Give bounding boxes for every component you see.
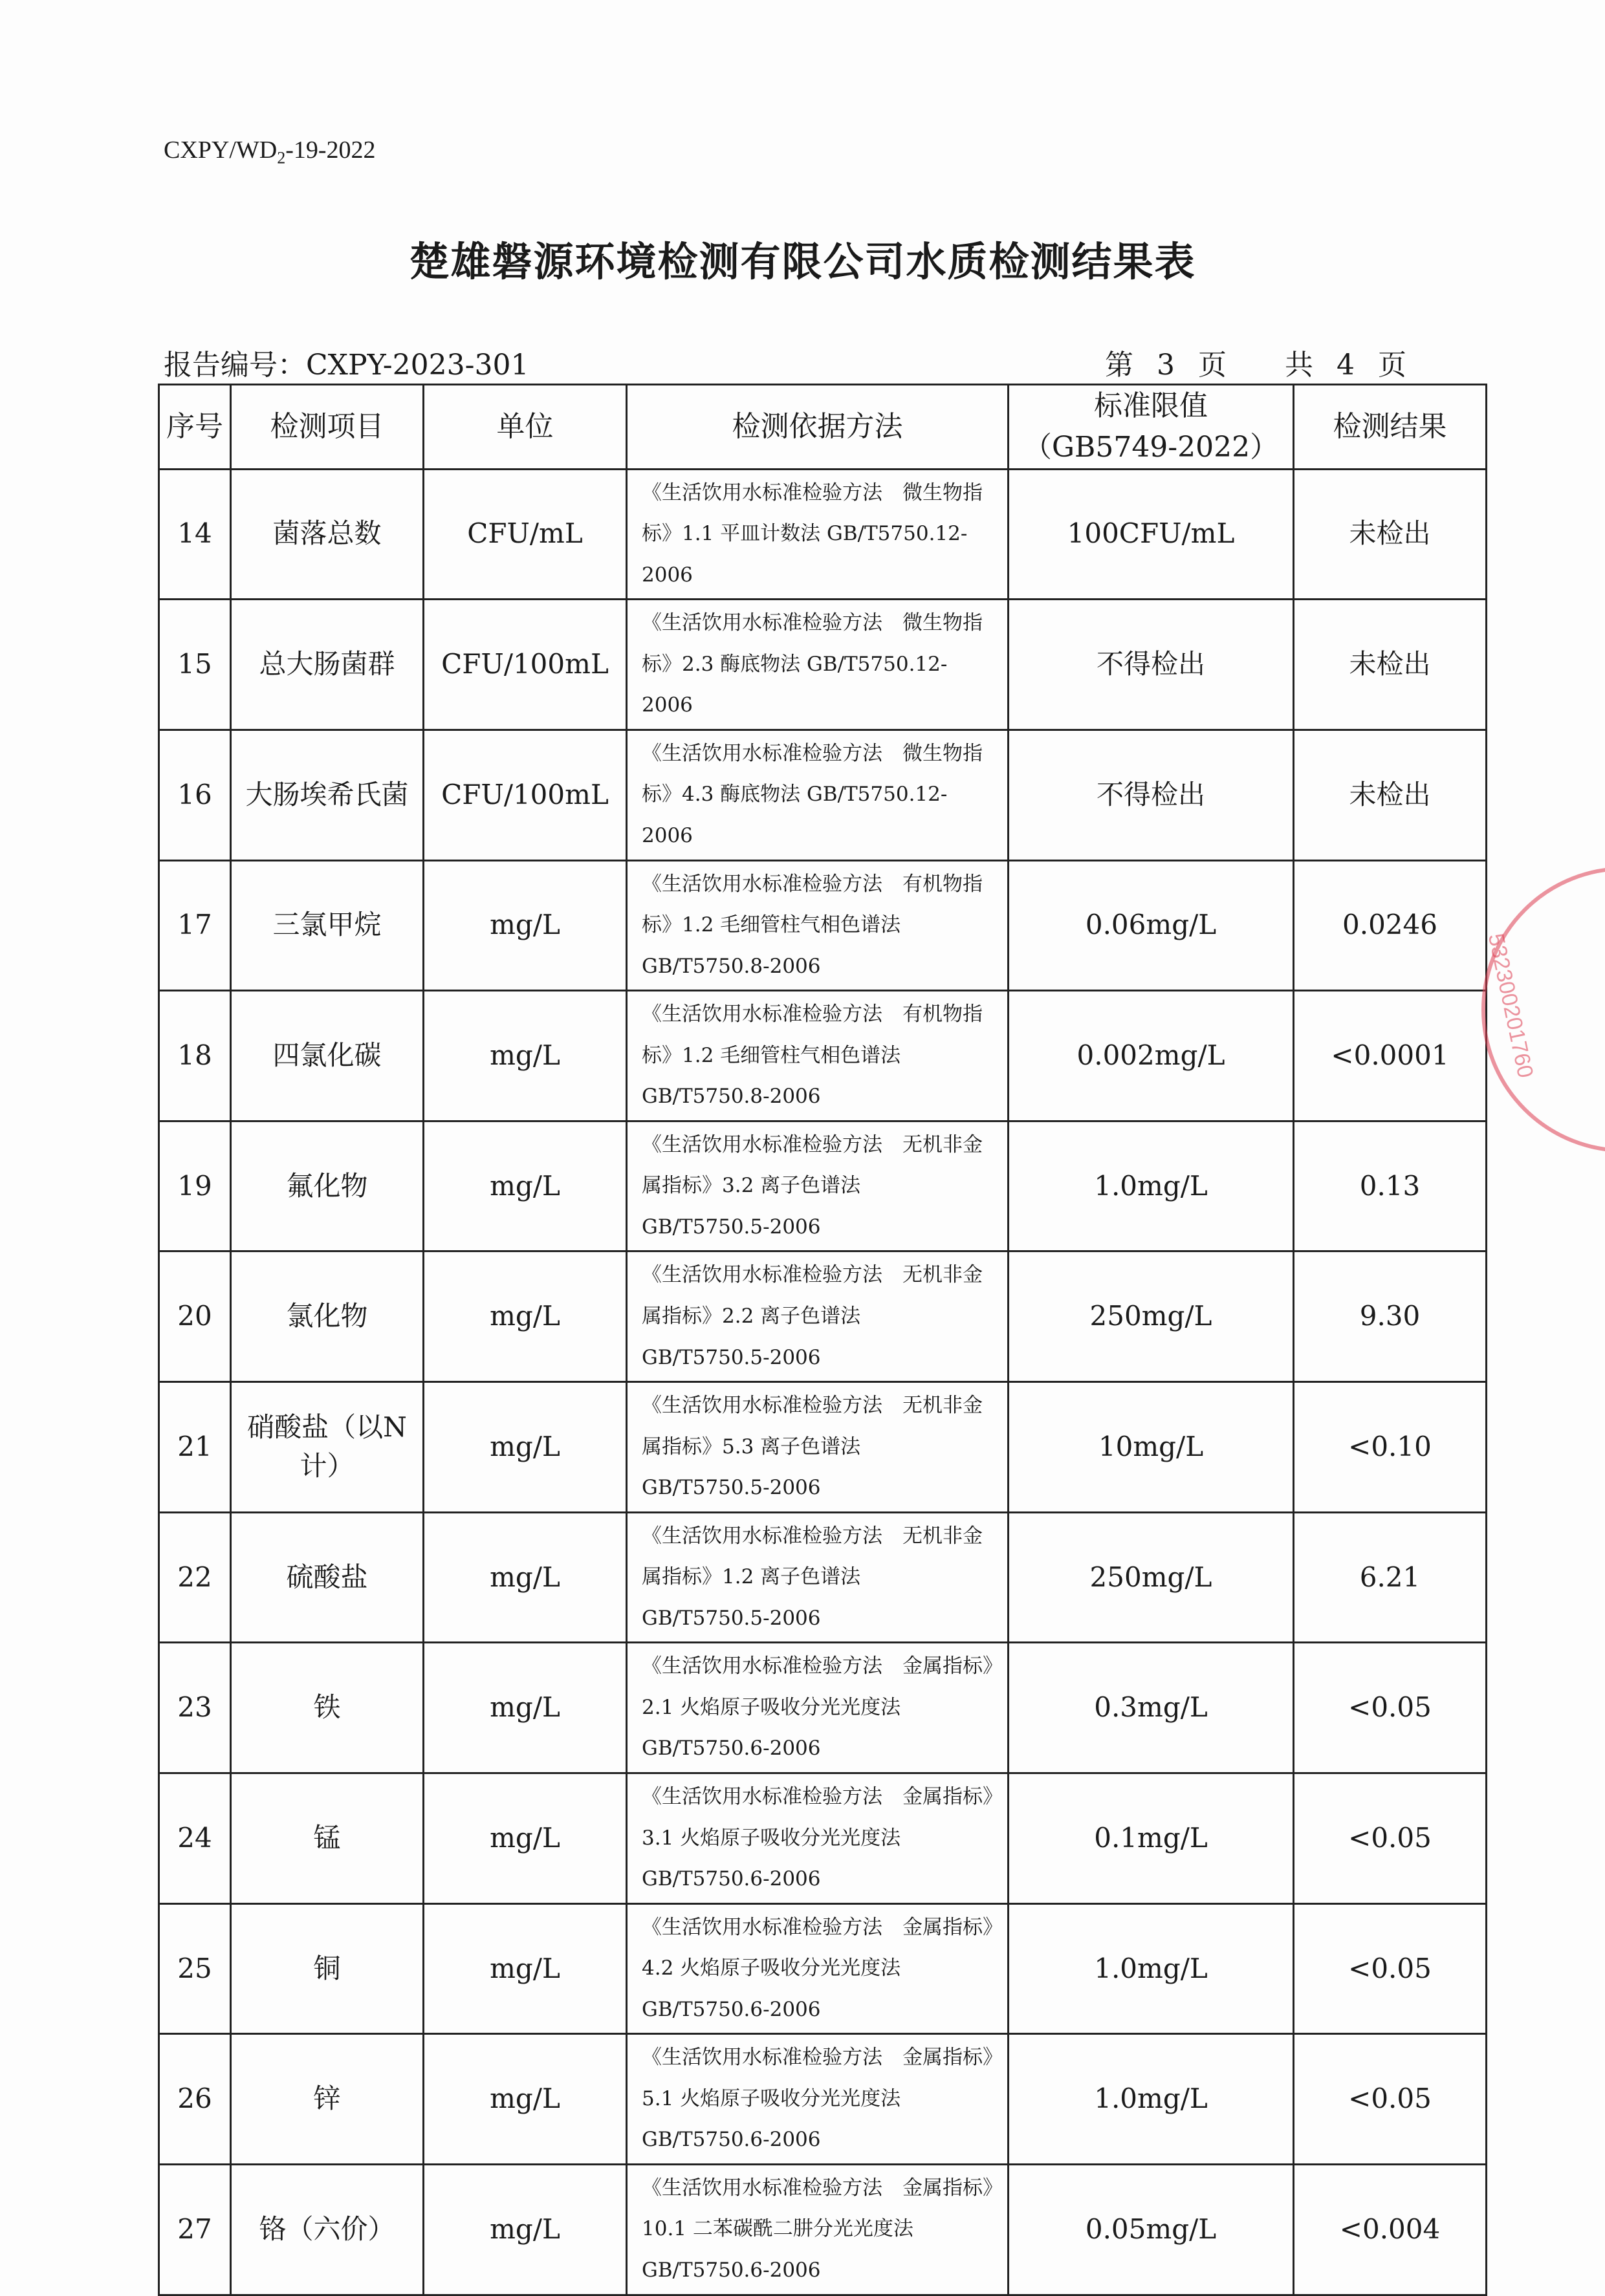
row-result: <0.0001: [1294, 991, 1487, 1121]
table-row: [159, 1512, 1487, 1643]
row-unit: CFU/100mL: [424, 600, 627, 730]
row-result: 0.0246: [1294, 860, 1487, 991]
table-row: [159, 860, 1487, 991]
row-unit: mg/L: [424, 991, 627, 1121]
row-result: <0.004: [1294, 2164, 1487, 2295]
row-method: 《生活饮用水标准检验方法 金属指标》10.1 二苯碳酰二肼分光光度法 GB/T5750.6-2006: [627, 2164, 1009, 2295]
row-item: 菌落总数: [231, 469, 424, 600]
row-result: 未检出: [1294, 600, 1487, 730]
row-item: 三氯甲烷: [231, 860, 424, 991]
row-item: 铁: [231, 1643, 424, 1773]
results-table: [158, 384, 1487, 2296]
header-unit: 单位: [424, 385, 627, 470]
row-limit: 0.3mg/L: [1009, 1643, 1294, 1773]
row-item: 四氯化碳: [231, 991, 424, 1121]
row-method: 《生活饮用水标准检验方法 无机非金属指标》2.2 离子色谱法 GB/T5750.5-2006: [627, 1251, 1009, 1382]
table-row: [159, 1773, 1487, 1904]
row-no: 22: [159, 1512, 231, 1643]
table-row: [159, 1121, 1487, 1251]
row-item: 氟化物: [231, 1121, 424, 1251]
row-method: 《生活饮用水标准检验方法 无机非金属指标》1.2 离子色谱法 GB/T5750.5-2006: [627, 1512, 1009, 1643]
row-item: 大肠埃希氏菌: [231, 730, 424, 860]
row-no: 15: [159, 600, 231, 730]
row-result: 未检出: [1294, 730, 1487, 860]
row-limit: 0.06mg/L: [1009, 860, 1294, 991]
row-unit: mg/L: [424, 2034, 627, 2165]
row-limit: 1.0mg/L: [1009, 2034, 1294, 2165]
table-header-row: [159, 385, 1487, 470]
table-row: [159, 1903, 1487, 2034]
row-result: 0.13: [1294, 1121, 1487, 1251]
row-result: <0.05: [1294, 2034, 1487, 2165]
row-unit: mg/L: [424, 1512, 627, 1643]
row-no: 18: [159, 991, 231, 1121]
row-method: 《生活饮用水标准检验方法 微生物指标》4.3 酶底物法 GB/T5750.12-2006: [627, 730, 1009, 860]
row-unit: mg/L: [424, 1643, 627, 1773]
row-unit: mg/L: [424, 860, 627, 991]
row-limit: 250mg/L: [1009, 1512, 1294, 1643]
row-method: 《生活饮用水标准检验方法 金属指标》4.2 火焰原子吸收分光光度法 GB/T5750.6-2006: [627, 1903, 1009, 2034]
header-item: 检测项目: [231, 385, 424, 470]
row-no: 24: [159, 1773, 231, 1904]
row-result: 9.30: [1294, 1251, 1487, 1382]
table-row: [159, 730, 1487, 860]
table-row: [159, 469, 1487, 600]
row-result: <0.05: [1294, 1643, 1487, 1773]
row-no: 17: [159, 860, 231, 991]
row-unit: mg/L: [424, 1773, 627, 1904]
row-method: 《生活饮用水标准检验方法 金属指标》5.1 火焰原子吸收分光光度法 GB/T5750.6-2006: [627, 2034, 1009, 2165]
page-title: 楚雄磐源环境检测有限公司水质检测结果表: [409, 238, 1196, 285]
row-result: <0.05: [1294, 1773, 1487, 1904]
row-unit: mg/L: [424, 1251, 627, 1382]
header-limit: 标准限值 （GB5749-2022）: [1009, 385, 1294, 470]
row-unit: mg/L: [424, 1382, 627, 1513]
report-number: 报告编号：CXPY-2023-301: [164, 349, 529, 382]
row-method: 《生活饮用水标准检验方法 微生物指标》2.3 酶底物法 GB/T5750.12-2006: [627, 600, 1009, 730]
row-limit: 不得检出: [1009, 730, 1294, 860]
row-method: 《生活饮用水标准检验方法 金属指标》2.1 火焰原子吸收分光光度法 GB/T5750.6-2006: [627, 1643, 1009, 1773]
row-no: 16: [159, 730, 231, 860]
row-limit: 10mg/L: [1009, 1382, 1294, 1513]
row-limit: 0.1mg/L: [1009, 1773, 1294, 1904]
row-result: 未检出: [1294, 469, 1487, 600]
page-indicator: 第 3 页 共 4 页: [1105, 349, 1406, 382]
row-limit: 0.05mg/L: [1009, 2164, 1294, 2295]
row-item: 总大肠菌群: [231, 600, 424, 730]
row-item: 锰: [231, 1773, 424, 1904]
row-unit: mg/L: [424, 1121, 627, 1251]
row-item: 硫酸盐: [231, 1512, 424, 1643]
row-no: 27: [159, 2164, 231, 2295]
row-result: 6.21: [1294, 1512, 1487, 1643]
seal-text: 532300201760: [1483, 931, 1538, 1080]
row-method: 《生活饮用水标准检验方法 有机物指标》1.2 毛细管柱气相色谱法 GB/T5750.8-2006: [627, 991, 1009, 1121]
row-limit: 1.0mg/L: [1009, 1121, 1294, 1251]
row-item: 硝酸盐（以N计）: [231, 1382, 424, 1513]
row-method: 《生活饮用水标准检验方法 无机非金属指标》5.3 离子色谱法 GB/T5750.5-2006: [627, 1382, 1009, 1513]
row-no: 21: [159, 1382, 231, 1513]
row-result: <0.10: [1294, 1382, 1487, 1513]
row-item: 氯化物: [231, 1251, 424, 1382]
row-no: 14: [159, 469, 231, 600]
header-no: 序号: [159, 385, 231, 470]
table-row: [159, 1382, 1487, 1513]
table-row: [159, 600, 1487, 730]
row-no: 23: [159, 1643, 231, 1773]
row-method: 《生活饮用水标准检验方法 金属指标》3.1 火焰原子吸收分光光度法 GB/T5750.6-2006: [627, 1773, 1009, 1904]
row-unit: CFU/100mL: [424, 730, 627, 860]
row-no: 20: [159, 1251, 231, 1382]
table-row: [159, 1251, 1487, 1382]
row-no: 26: [159, 2034, 231, 2165]
row-item: 铜: [231, 1903, 424, 2034]
row-no: 19: [159, 1121, 231, 1251]
row-unit: mg/L: [424, 2164, 627, 2295]
row-item: 铬（六价）: [231, 2164, 424, 2295]
table-row: [159, 2034, 1487, 2165]
row-no: 25: [159, 1903, 231, 2034]
table-row: [159, 1643, 1487, 1773]
row-result: <0.05: [1294, 1903, 1487, 2034]
row-method: 《生活饮用水标准检验方法 有机物指标》1.2 毛细管柱气相色谱法 GB/T5750.8-2006: [627, 860, 1009, 991]
row-limit: 100CFU/mL: [1009, 469, 1294, 600]
row-method: 《生活饮用水标准检验方法 微生物指标》1.1 平皿计数法 GB/T5750.12-2006: [627, 469, 1009, 600]
header-result: 检测结果: [1294, 385, 1487, 470]
row-unit: mg/L: [424, 1903, 627, 2034]
row-item: 锌: [231, 2034, 424, 2165]
header-method: 检测依据方法: [627, 385, 1009, 470]
row-unit: CFU/mL: [424, 469, 627, 600]
row-limit: 不得检出: [1009, 600, 1294, 730]
row-limit: 0.002mg/L: [1009, 991, 1294, 1121]
row-method: 《生活饮用水标准检验方法 无机非金属指标》3.2 离子色谱法 GB/T5750.5-2006: [627, 1121, 1009, 1251]
table-row: [159, 991, 1487, 1121]
table-row: [159, 2164, 1487, 2295]
row-limit: 1.0mg/L: [1009, 1903, 1294, 2034]
document-code: CXPY/$WD_2-19-2022$: [164, 136, 376, 168]
row-limit: 250mg/L: [1009, 1251, 1294, 1382]
